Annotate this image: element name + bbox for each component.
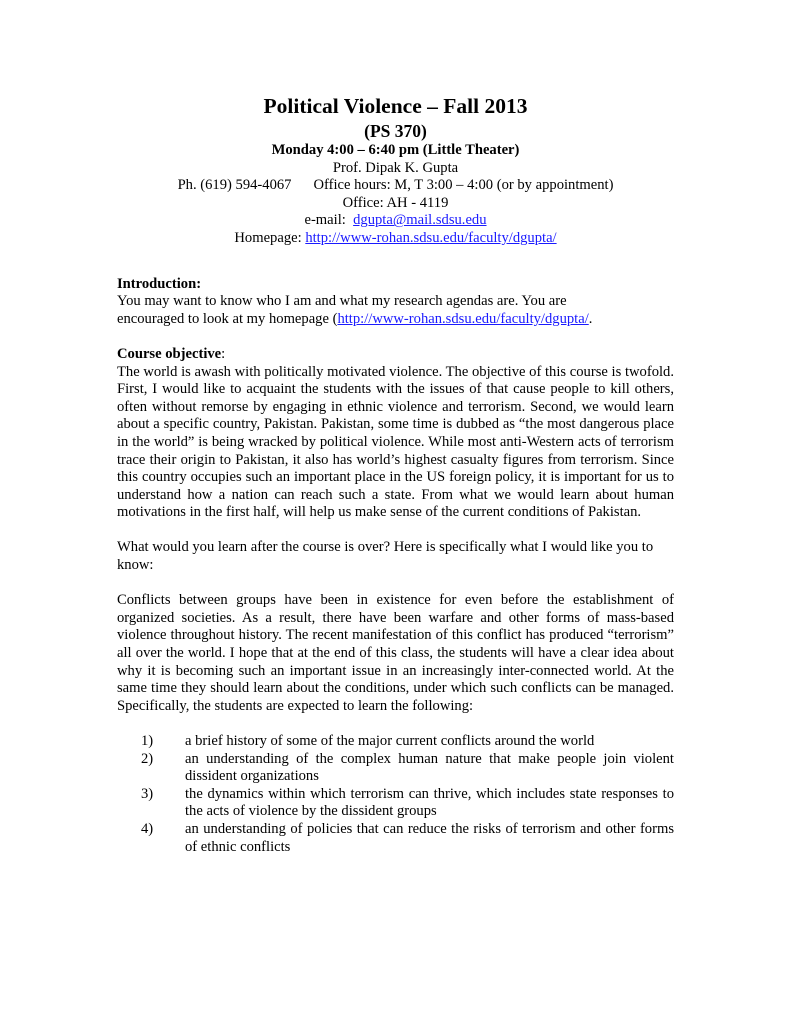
learn-question: What would you learn after the course is over? Here is specifically what I would like you to know: [117,539,654,574]
course-objective-section [117,346,674,522]
page-title: Political Violence – Fall 2013 [263,94,528,118]
learning-objectives-list [117,733,674,856]
homepage-line [117,230,674,248]
homepage-link[interactable]: http://www-rohan.sdsu.edu/faculty/dgupta/ [305,229,557,246]
list-item-text: the dynamics within which terrorism can thrive, which includes state responses to the acts of violence by the dissident groups [185,785,674,820]
course-objective-colon: : [221,345,226,362]
list-item-number: 1) [141,733,154,749]
list-item-text: a brief history of some of the major current conflicts around the world [185,733,595,749]
homepage-label: Homepage: [234,229,302,246]
introduction-homepage-link[interactable]: http://www-rohan.sdsu.edu/faculty/dgupta/ [337,310,589,327]
email-link[interactable]: dgupta@mail.sdsu.edu [353,212,487,229]
course-code: (PS 370) [364,121,427,141]
list-item [117,751,674,786]
list-item [117,821,674,856]
list-item-number: 3) [141,785,154,802]
introduction-prefix: encouraged to look at my homepage ( [117,310,338,327]
email-label: e-mail: [304,212,346,229]
course-objective-text: The world is awash with politically motivated violence. The objective of this course is twofold. First, I would like to acquaint the students with the issues of that cause people to kill others, often without remorse by engaging in ethnic violence and terrorism. Second, we would learn about a specific country, Pakistan. Pakistan, some time is dubbed as “the most dangerous place in the world” is being wracked by political violence. While most anti-Western acts of terrorism trace their origin to Pakistan, it also has world’s highest casualty figures from terrorism. Since this country occupies such an important place in the US foreign policy, it is important for us to understand how a nation can reach such a state. From what we would learn about human motivations in the first half, will help us make sense of the current conditions of Pakistan. [117,363,674,521]
introduction-section [117,276,674,329]
course-objective-heading-line [117,346,674,364]
course-objective-heading: Course objective [117,345,222,362]
conflicts-paragraph: Conflicts between groups have been in existence for even before the establishment of organized societies. As a result, there have been warfare and other forms of mass-based violence throughout history. The recent manifestation of this conflict has produced “terrorism” all over the world. I hope that at the end of this class, the students will have a clear idea about why it is becoming such an important issue in an increasingly inter-connected world. At the same time they should learn about the conditions, under which such conflicts can be managed. Specifically, the students are expected to learn the following: [117,592,674,714]
list-item-number: 2) [141,750,154,767]
list-item [117,733,674,751]
list-item-text: an understanding of policies that can reduce the risks of terrorism and other forms of ethnic conflicts [185,820,674,855]
list-item-text: an understanding of the complex human nature that make people join violent dissident organizations [185,750,674,785]
office-location: Office: AH - 4119 [342,194,449,211]
contact-line [117,177,674,195]
introduction-text-line2 [117,311,674,329]
professor-name: Prof. Dipak K. Gupta [332,159,459,176]
introduction-suffix: . [588,310,593,327]
introduction-heading: Introduction: [117,275,202,292]
list-item-number: 4) [141,820,154,837]
list-item [117,786,674,821]
syllabus-header [117,92,674,248]
phone-number: Ph. (619) 594-4067 [177,177,292,194]
email-line [117,212,674,230]
introduction-text-line1: You may want to know who I am and what my research agendas are. You are [117,293,567,310]
class-schedule: Monday 4:00 – 6:40 pm (Little Theater) [271,142,520,158]
office-hours: Office hours: M, T 3:00 – 4:00 (or by appointment) [313,177,614,194]
